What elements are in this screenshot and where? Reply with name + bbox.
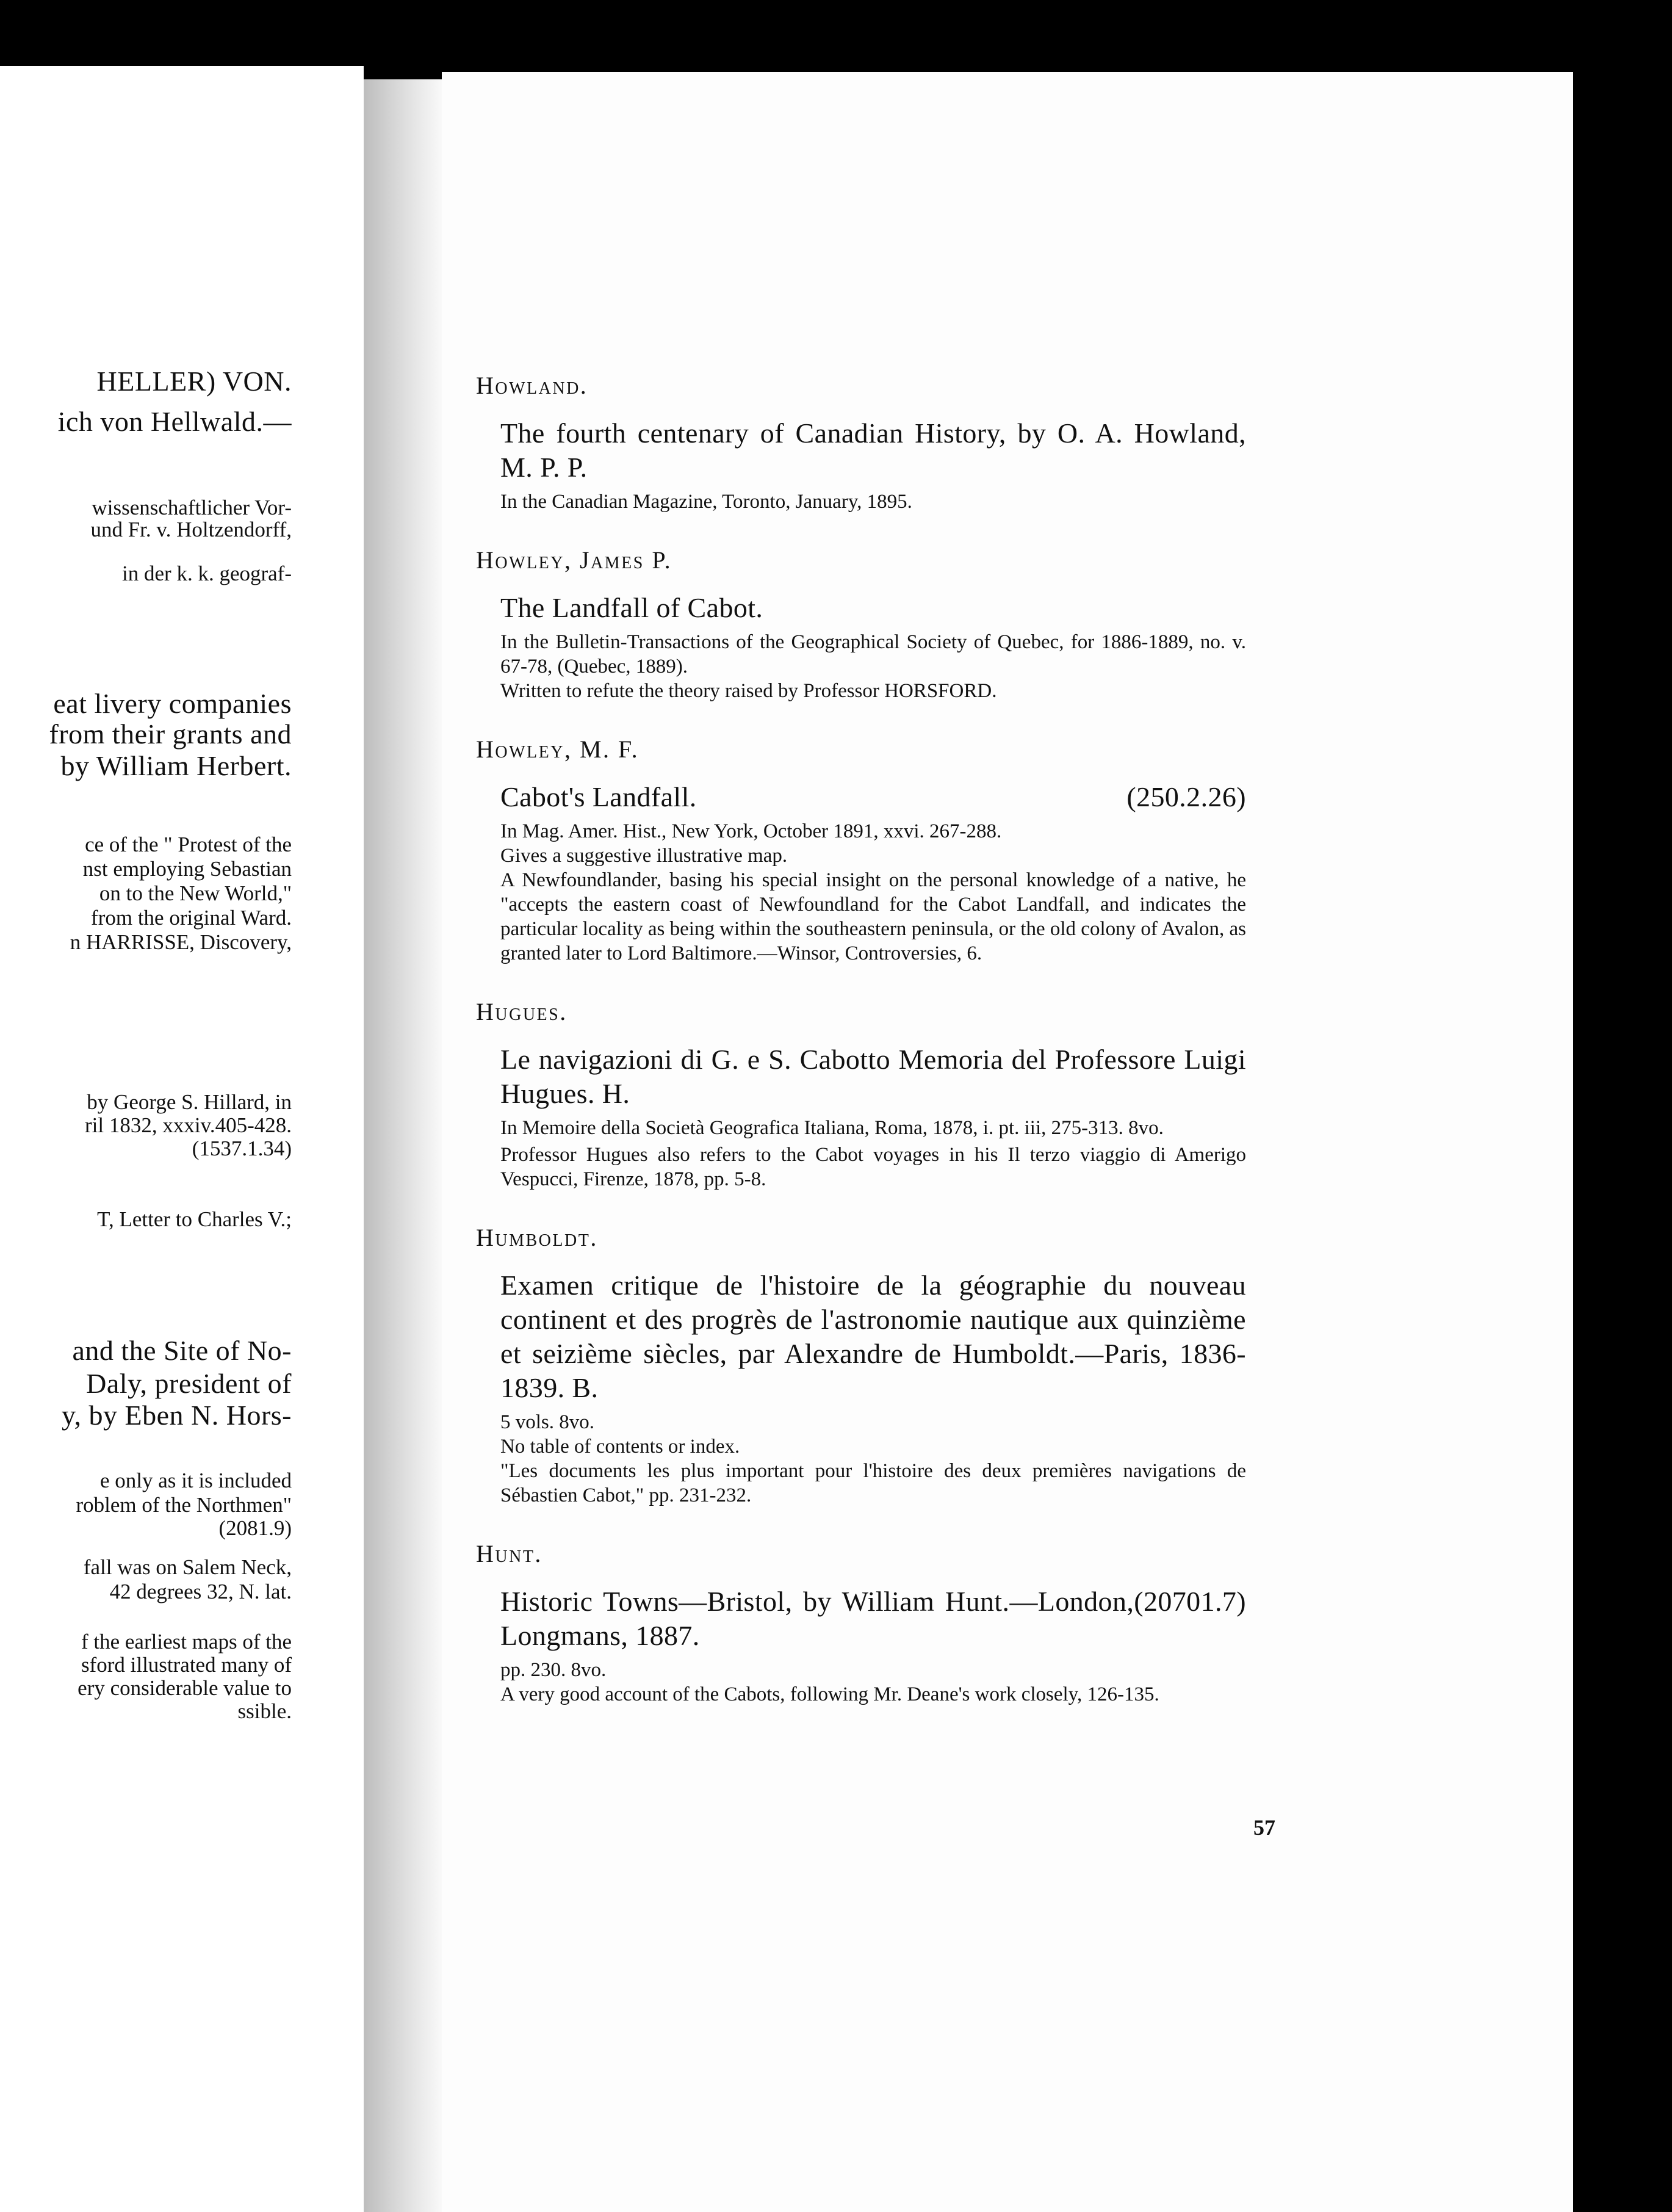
entry-note: In the Bulletin-Transactions of the Geographical Society of Quebec, for 1886-1889, no. v. 67-78, (Quebec, 1889). <box>500 631 1246 678</box>
entry-call-number: (20701.7) <box>1134 1586 1246 1617</box>
left-line: by William Herbert. <box>60 750 292 781</box>
left-line: from their grants and <box>49 718 292 750</box>
left-line: by George S. Hillard, in <box>87 1090 292 1114</box>
left-line: 42 degrees 32, N. lat. <box>109 1580 292 1603</box>
entry-note: A Newfoundlander, basing his special insight on the personal knowledge of a native, he "accepts the eastern coast of Newfoundland for the Cabot Landfall, and indicates the particular locality as being within the southeastern peninsula, or the old colony of Avalon, as granted later to Lord Baltimore.—Winsor, Controversies, 6. <box>500 869 1246 964</box>
entry-heading: Howley, M. F. <box>476 736 640 763</box>
left-line: from the original Ward. <box>91 906 292 930</box>
left-line: e only as it is included <box>100 1469 292 1492</box>
entry-heading: Hunt. <box>476 1540 542 1567</box>
entry-note: A very good account of the Cabots, following Mr. Deane's work closely, 126-135. <box>500 1683 1159 1705</box>
entry-note: 5 vols. 8vo. <box>500 1411 595 1433</box>
left-line: nst employing Sebastian <box>82 857 292 881</box>
left-line: on to the New World," <box>99 881 292 905</box>
left-line: ce of the " Protest of the <box>85 833 292 856</box>
entry-note: In Memoire della Società Geografica Italiana, Roma, 1878, i. pt. iii, 275-313. 8vo. <box>500 1117 1164 1139</box>
entry-title: The fourth centenary of Canadian History, by O. A. Howland, M. P. P. <box>500 417 1246 483</box>
left-line: ich von Hellwald.— <box>57 406 292 437</box>
entry-note: No table of contents or index. <box>500 1436 740 1458</box>
entry-hunt <box>476 1539 1246 1707</box>
left-line: sford illustrated many of <box>81 1653 292 1677</box>
gutter-shadow <box>364 79 443 2212</box>
right-page <box>442 72 1573 2212</box>
left-line: ssible. <box>237 1699 292 1723</box>
left-line: in der k. k. geograf- <box>122 562 292 585</box>
entry-heading: Humboldt. <box>476 1224 598 1251</box>
left-line: roblem of the Northmen" <box>76 1493 292 1517</box>
entry-note: Written to refute the theory raised by Professor HORSFORD. <box>500 680 997 702</box>
left-line: eat livery companies <box>53 688 292 719</box>
left-line: HELLER) VON. <box>96 366 292 397</box>
entry-note: In Mag. Amer. Hist., New York, October 1891, xxvi. 267-288. <box>500 820 1002 842</box>
entry-title: (250.2.26) Cabot's Landfall. <box>500 780 1246 814</box>
left-line: Daly, president of <box>86 1368 292 1399</box>
left-line: (2081.9) <box>218 1516 292 1540</box>
bibliography-entries <box>476 371 1246 1738</box>
entry-howland <box>476 371 1246 514</box>
entry-note: pp. 230. 8vo. <box>500 1659 607 1681</box>
entry-title: Le navigazioni di G. e S. Cabotto Memoria del Professore Luigi Hugues. H. <box>500 1044 1246 1109</box>
entry-note: "Les documents les plus important pour l'histoire des deux premières navigations de Sébastien Cabot," pp. 231-232. <box>500 1460 1246 1506</box>
entry-title: (20701.7) Historic Towns—Bristol, by William Hunt.—London, Longmans, 1887. <box>500 1586 1246 1651</box>
left-line: y, by Eben N. Hors- <box>61 1400 292 1431</box>
entry-note: Gives a suggestive illustrative map. <box>500 845 788 867</box>
entry-heading: Howley, James P. <box>476 546 672 574</box>
entry-note: Professor Hugues also refers to the Cabot voyages in his Il terzo viaggio di Amerigo Vespucci, Firenze, 1878, pp. 5-8. <box>500 1144 1246 1190</box>
left-line: f the earliest maps of the <box>81 1630 292 1654</box>
entry-hugues <box>476 997 1246 1191</box>
left-line: (1537.1.34) <box>192 1137 292 1160</box>
entry-title: The Landfall of Cabot. <box>500 592 763 623</box>
entry-howley-mf <box>476 735 1246 966</box>
left-line: ril 1832, xxxiv.405-428. <box>85 1113 292 1137</box>
left-line: n HARRISSE, Discovery, <box>70 930 292 954</box>
left-line: ery considerable value to <box>77 1676 292 1700</box>
left-page <box>0 66 364 2212</box>
left-line: und Fr. v. Holtzendorff, <box>90 518 292 541</box>
entry-heading: Hugues. <box>476 998 568 1025</box>
page-number: 57 <box>1253 1815 1275 1840</box>
entry-humboldt <box>476 1223 1246 1508</box>
left-line: fall was on Salem Neck, <box>83 1555 292 1579</box>
entry-howley-james <box>476 546 1246 703</box>
entry-call-number: (250.2.26) <box>1126 781 1246 812</box>
left-line: and the Site of No- <box>72 1335 292 1366</box>
entry-heading: Howland. <box>476 372 588 399</box>
entry-title: Examen critique de l'histoire de la géographie du nouveau continent et des progrès de l'astronomie nautique aux quinzième et seizième siècles, par Alexandre de Humboldt.—Paris, 1836-1839. B. <box>500 1270 1246 1403</box>
left-line: T, Letter to Charles V.; <box>97 1207 292 1231</box>
left-line: wissenschaftlicher Vor- <box>92 496 292 519</box>
entry-note: In the Canadian Magazine, Toronto, January, 1895. <box>500 491 912 513</box>
